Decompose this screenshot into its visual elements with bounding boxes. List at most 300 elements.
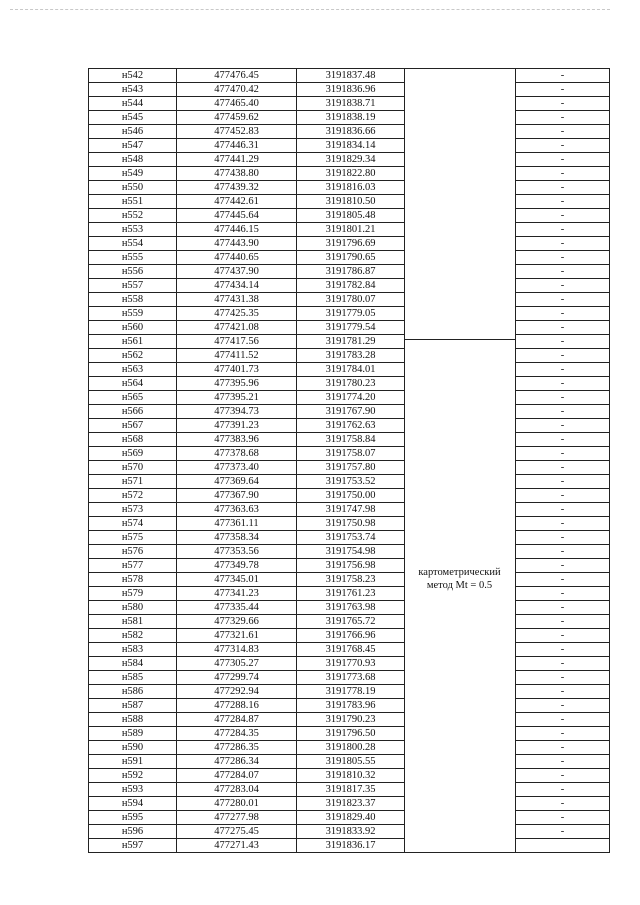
y-coordinate-cell: 3191834.14 (297, 139, 405, 153)
point-id-cell: н566 (89, 405, 177, 419)
x-coordinate-cell: 477284.87 (177, 713, 297, 727)
dash-cell: - (516, 335, 610, 349)
point-id-cell: н568 (89, 433, 177, 447)
table-row (89, 671, 610, 685)
point-id-cell: н591 (89, 755, 177, 769)
dash-cell: - (516, 769, 610, 783)
y-coordinate-cell: 3191810.50 (297, 195, 405, 209)
method-cell (405, 825, 516, 839)
point-id-cell: н543 (89, 83, 177, 97)
point-id-cell: н586 (89, 685, 177, 699)
dash-cell: - (516, 111, 610, 125)
y-coordinate-cell: 3191800.28 (297, 741, 405, 755)
point-id-cell: н590 (89, 741, 177, 755)
table-row (89, 727, 610, 741)
x-coordinate-cell: 477284.07 (177, 769, 297, 783)
y-coordinate-cell: 3191786.87 (297, 265, 405, 279)
table-row (89, 545, 610, 559)
method-cell (405, 265, 516, 279)
y-coordinate-cell: 3191758.23 (297, 573, 405, 587)
x-coordinate-cell: 477271.43 (177, 839, 297, 853)
table-row (89, 377, 610, 391)
point-id-cell: н594 (89, 797, 177, 811)
table-row (89, 643, 610, 657)
y-coordinate-cell: 3191780.07 (297, 293, 405, 307)
dash-cell: - (516, 153, 610, 167)
point-id-cell: н561 (89, 335, 177, 349)
dash-cell: - (516, 699, 610, 713)
y-coordinate-cell: 3191758.84 (297, 433, 405, 447)
y-coordinate-cell: 3191767.90 (297, 405, 405, 419)
y-coordinate-cell: 3191810.32 (297, 769, 405, 783)
table-row (89, 447, 610, 461)
scan-top-edge (10, 9, 610, 10)
x-coordinate-cell: 477441.29 (177, 153, 297, 167)
table-row (89, 839, 610, 853)
method-cell (405, 307, 516, 321)
table-row (89, 531, 610, 545)
method-cell (405, 181, 516, 195)
dash-cell: - (516, 363, 610, 377)
point-id-cell: н553 (89, 223, 177, 237)
point-id-cell: н576 (89, 545, 177, 559)
dash-cell: - (516, 69, 610, 83)
dash-cell: - (516, 223, 610, 237)
y-coordinate-cell: 3191836.66 (297, 125, 405, 139)
method-cell (405, 405, 516, 419)
x-coordinate-cell: 477445.64 (177, 209, 297, 223)
table-row (89, 293, 610, 307)
point-id-cell: н565 (89, 391, 177, 405)
y-coordinate-cell: 3191823.37 (297, 797, 405, 811)
table-row (89, 153, 610, 167)
table-row (89, 825, 610, 839)
method-cell (405, 69, 516, 83)
point-id-cell: н596 (89, 825, 177, 839)
y-coordinate-cell: 3191838.71 (297, 97, 405, 111)
point-id-cell: н544 (89, 97, 177, 111)
x-coordinate-cell: 477443.90 (177, 237, 297, 251)
x-coordinate-cell: 477277.98 (177, 811, 297, 825)
y-coordinate-cell: 3191836.17 (297, 839, 405, 853)
point-id-cell: н560 (89, 321, 177, 335)
y-coordinate-cell: 3191770.93 (297, 657, 405, 671)
method-cell (405, 195, 516, 209)
dash-cell: - (516, 713, 610, 727)
y-coordinate-cell: 3191780.23 (297, 377, 405, 391)
method-cell (405, 601, 516, 615)
table-row (89, 517, 610, 531)
point-id-cell: н580 (89, 601, 177, 615)
method-cell (405, 755, 516, 769)
table-row (89, 811, 610, 825)
y-coordinate-cell: 3191774.20 (297, 391, 405, 405)
coordinates-table-body (89, 69, 610, 853)
dash-cell: - (516, 741, 610, 755)
method-cell (405, 545, 516, 559)
x-coordinate-cell: 477335.44 (177, 601, 297, 615)
x-coordinate-cell: 477299.74 (177, 671, 297, 685)
table-row (89, 475, 610, 489)
y-coordinate-cell: 3191757.80 (297, 461, 405, 475)
x-coordinate-cell: 477394.73 (177, 405, 297, 419)
table-row (89, 97, 610, 111)
x-coordinate-cell: 477442.61 (177, 195, 297, 209)
table-row (89, 335, 610, 349)
method-cell (405, 657, 516, 671)
method-cell (405, 643, 516, 657)
point-id-cell: н550 (89, 181, 177, 195)
method-cell (405, 839, 516, 853)
method-cell (405, 741, 516, 755)
table-row (89, 391, 610, 405)
table-row (89, 783, 610, 797)
x-coordinate-cell: 477452.83 (177, 125, 297, 139)
x-coordinate-cell: 477439.32 (177, 181, 297, 195)
method-cell (405, 783, 516, 797)
dash-cell: - (516, 167, 610, 181)
x-coordinate-cell: 477470.42 (177, 83, 297, 97)
dash-cell: - (516, 447, 610, 461)
x-coordinate-cell: 477437.90 (177, 265, 297, 279)
table-row (89, 265, 610, 279)
point-id-cell: н592 (89, 769, 177, 783)
x-coordinate-cell: 477283.04 (177, 783, 297, 797)
y-coordinate-cell: 3191782.84 (297, 279, 405, 293)
coordinates-table (88, 68, 610, 853)
dash-cell: - (516, 307, 610, 321)
x-coordinate-cell: 477395.21 (177, 391, 297, 405)
table-row (89, 685, 610, 699)
x-coordinate-cell: 477358.34 (177, 531, 297, 545)
dash-cell: - (516, 237, 610, 251)
dash-cell: - (516, 279, 610, 293)
table-row (89, 83, 610, 97)
point-id-cell: н554 (89, 237, 177, 251)
point-id-cell: н589 (89, 727, 177, 741)
dash-cell: - (516, 405, 610, 419)
method-cell (405, 237, 516, 251)
point-id-cell: н593 (89, 783, 177, 797)
y-coordinate-cell: 3191766.96 (297, 629, 405, 643)
dash-cell: - (516, 531, 610, 545)
point-id-cell: н562 (89, 349, 177, 363)
point-id-cell: н558 (89, 293, 177, 307)
point-id-cell: н577 (89, 559, 177, 573)
dash-cell: - (516, 349, 610, 363)
point-id-cell: н588 (89, 713, 177, 727)
point-id-cell: н551 (89, 195, 177, 209)
table-row (89, 755, 610, 769)
table-row (89, 111, 610, 125)
point-id-cell: н559 (89, 307, 177, 321)
x-coordinate-cell: 477383.96 (177, 433, 297, 447)
x-coordinate-cell: 477321.61 (177, 629, 297, 643)
x-coordinate-cell: 477395.96 (177, 377, 297, 391)
y-coordinate-cell: 3191750.00 (297, 489, 405, 503)
method-cell (405, 223, 516, 237)
y-coordinate-cell: 3191761.23 (297, 587, 405, 601)
y-coordinate-cell: 3191805.48 (297, 209, 405, 223)
method-cell (405, 517, 516, 531)
x-coordinate-cell: 477353.56 (177, 545, 297, 559)
dash-cell: - (516, 825, 610, 839)
y-coordinate-cell: 3191778.19 (297, 685, 405, 699)
dash-cell: - (516, 265, 610, 279)
x-coordinate-cell: 477446.15 (177, 223, 297, 237)
method-cell (405, 727, 516, 741)
point-id-cell: н555 (89, 251, 177, 265)
point-id-cell: н573 (89, 503, 177, 517)
point-id-cell: н563 (89, 363, 177, 377)
dash-cell: - (516, 83, 610, 97)
point-id-cell: н545 (89, 111, 177, 125)
dash-cell: - (516, 685, 610, 699)
table-row (89, 223, 610, 237)
x-coordinate-cell: 477459.62 (177, 111, 297, 125)
x-coordinate-cell: 477345.01 (177, 573, 297, 587)
method-cell (405, 139, 516, 153)
dash-cell: - (516, 139, 610, 153)
method-cell (405, 293, 516, 307)
point-id-cell: н582 (89, 629, 177, 643)
point-id-cell: н581 (89, 615, 177, 629)
table-row (89, 167, 610, 181)
point-id-cell: н548 (89, 153, 177, 167)
x-coordinate-cell: 477465.40 (177, 97, 297, 111)
method-cell (405, 475, 516, 489)
x-coordinate-cell: 477314.83 (177, 643, 297, 657)
method-cell (405, 489, 516, 503)
table-row (89, 629, 610, 643)
y-coordinate-cell: 3191817.35 (297, 783, 405, 797)
x-coordinate-cell: 477286.35 (177, 741, 297, 755)
method-cell (405, 419, 516, 433)
table-row (89, 559, 610, 573)
table-row (89, 209, 610, 223)
dash-cell: - (516, 601, 610, 615)
y-coordinate-cell: 3191833.92 (297, 825, 405, 839)
y-coordinate-cell: 3191836.96 (297, 83, 405, 97)
y-coordinate-cell: 3191779.54 (297, 321, 405, 335)
table-row (89, 419, 610, 433)
method-name: картометрический (418, 567, 501, 578)
point-id-cell: н585 (89, 671, 177, 685)
x-coordinate-cell: 477280.01 (177, 797, 297, 811)
x-coordinate-cell: 477367.90 (177, 489, 297, 503)
x-coordinate-cell: 477286.34 (177, 755, 297, 769)
method-cell (405, 111, 516, 125)
dash-cell: - (516, 419, 610, 433)
table-row (89, 713, 610, 727)
method-cell (405, 503, 516, 517)
x-coordinate-cell: 477305.27 (177, 657, 297, 671)
y-coordinate-cell: 3191796.69 (297, 237, 405, 251)
method-cell (405, 97, 516, 111)
method-cell (405, 209, 516, 223)
table-row (89, 699, 610, 713)
y-coordinate-cell: 3191783.28 (297, 349, 405, 363)
x-coordinate-cell: 477401.73 (177, 363, 297, 377)
table-row (89, 349, 610, 363)
point-id-cell: н575 (89, 531, 177, 545)
y-coordinate-cell: 3191829.34 (297, 153, 405, 167)
method-cell (405, 251, 516, 265)
x-coordinate-cell: 477292.94 (177, 685, 297, 699)
table-row (89, 237, 610, 251)
table-row (89, 769, 610, 783)
dash-cell: - (516, 97, 610, 111)
table-row (89, 489, 610, 503)
point-id-cell: н579 (89, 587, 177, 601)
x-coordinate-cell: 477378.68 (177, 447, 297, 461)
table-row (89, 181, 610, 195)
table-row (89, 573, 610, 587)
method-cell (405, 461, 516, 475)
dash-cell: - (516, 433, 610, 447)
point-id-cell: н569 (89, 447, 177, 461)
point-id-cell: н549 (89, 167, 177, 181)
point-id-cell: н546 (89, 125, 177, 139)
dash-cell: - (516, 657, 610, 671)
point-id-cell: н556 (89, 265, 177, 279)
table-row (89, 601, 610, 615)
table-row (89, 615, 610, 629)
method-cell (405, 377, 516, 391)
x-coordinate-cell: 477373.40 (177, 461, 297, 475)
dash-cell: - (516, 587, 610, 601)
dash-cell: - (516, 475, 610, 489)
x-coordinate-cell: 477329.66 (177, 615, 297, 629)
dash-cell: - (516, 811, 610, 825)
method-cell (405, 769, 516, 783)
table-row (89, 587, 610, 601)
method-cell (405, 433, 516, 447)
point-id-cell: н547 (89, 139, 177, 153)
method-cell (405, 811, 516, 825)
point-id-cell: н578 (89, 573, 177, 587)
x-coordinate-cell: 477363.63 (177, 503, 297, 517)
y-coordinate-cell: 3191754.98 (297, 545, 405, 559)
y-coordinate-cell: 3191750.98 (297, 517, 405, 531)
dash-cell: - (516, 545, 610, 559)
method-cell (405, 797, 516, 811)
method-cell (405, 167, 516, 181)
method-cell (405, 335, 516, 349)
y-coordinate-cell: 3191783.96 (297, 699, 405, 713)
y-coordinate-cell: 3191762.63 (297, 419, 405, 433)
dash-cell: - (516, 391, 610, 405)
x-coordinate-cell: 477349.78 (177, 559, 297, 573)
method-cell (405, 671, 516, 685)
method-cell (405, 83, 516, 97)
table-row (89, 797, 610, 811)
y-coordinate-cell: 3191822.80 (297, 167, 405, 181)
method-cell (405, 447, 516, 461)
dash-cell: - (516, 559, 610, 573)
x-coordinate-cell: 477425.35 (177, 307, 297, 321)
dash-cell: - (516, 755, 610, 769)
dash-cell: - (516, 797, 610, 811)
point-id-cell: н587 (89, 699, 177, 713)
method-cell (405, 321, 516, 335)
point-id-cell: н597 (89, 839, 177, 853)
y-coordinate-cell: 3191753.52 (297, 475, 405, 489)
table-row (89, 657, 610, 671)
dash-cell: - (516, 517, 610, 531)
x-coordinate-cell: 477275.45 (177, 825, 297, 839)
method-cell-label (404, 566, 515, 592)
table-row (89, 461, 610, 475)
table-row (89, 503, 610, 517)
y-coordinate-cell: 3191816.03 (297, 181, 405, 195)
x-coordinate-cell: 477417.56 (177, 335, 297, 349)
method-cell (405, 391, 516, 405)
x-coordinate-cell: 477440.65 (177, 251, 297, 265)
method-cell (405, 349, 516, 363)
y-coordinate-cell: 3191837.48 (297, 69, 405, 83)
y-coordinate-cell: 3191784.01 (297, 363, 405, 377)
x-coordinate-cell: 477391.23 (177, 419, 297, 433)
dash-cell: - (516, 643, 610, 657)
x-coordinate-cell: 477421.08 (177, 321, 297, 335)
y-coordinate-cell: 3191805.55 (297, 755, 405, 769)
method-cell (405, 153, 516, 167)
point-id-cell: н572 (89, 489, 177, 503)
method-cell (405, 699, 516, 713)
x-coordinate-cell: 477361.11 (177, 517, 297, 531)
table-row (89, 321, 610, 335)
dash-cell: - (516, 377, 610, 391)
method-cell (405, 363, 516, 377)
table-row (89, 307, 610, 321)
y-coordinate-cell: 3191779.05 (297, 307, 405, 321)
y-coordinate-cell: 3191765.72 (297, 615, 405, 629)
x-coordinate-cell: 477438.80 (177, 167, 297, 181)
point-id-cell: н595 (89, 811, 177, 825)
y-coordinate-cell: 3191829.40 (297, 811, 405, 825)
table-row (89, 433, 610, 447)
y-coordinate-cell: 3191773.68 (297, 671, 405, 685)
method-cell (405, 531, 516, 545)
method-cell (405, 125, 516, 139)
y-coordinate-cell: 3191756.98 (297, 559, 405, 573)
y-coordinate-cell: 3191747.98 (297, 503, 405, 517)
table-row (89, 363, 610, 377)
y-coordinate-cell: 3191790.23 (297, 713, 405, 727)
x-coordinate-cell: 477288.16 (177, 699, 297, 713)
coordinates-sheet (88, 68, 609, 872)
x-coordinate-cell: 477411.52 (177, 349, 297, 363)
dash-cell: - (516, 671, 610, 685)
y-coordinate-cell: 3191753.74 (297, 531, 405, 545)
point-id-cell: н583 (89, 643, 177, 657)
x-coordinate-cell: 477431.38 (177, 293, 297, 307)
point-id-cell: н564 (89, 377, 177, 391)
table-row (89, 741, 610, 755)
dash-cell: - (516, 209, 610, 223)
dash-cell (516, 839, 610, 853)
dash-cell: - (516, 251, 610, 265)
y-coordinate-cell: 3191763.98 (297, 601, 405, 615)
x-coordinate-cell: 477446.31 (177, 139, 297, 153)
point-id-cell: н567 (89, 419, 177, 433)
point-id-cell: н552 (89, 209, 177, 223)
method-cell (405, 279, 516, 293)
point-id-cell: н570 (89, 461, 177, 475)
y-coordinate-cell: 3191758.07 (297, 447, 405, 461)
y-coordinate-cell: 3191838.19 (297, 111, 405, 125)
